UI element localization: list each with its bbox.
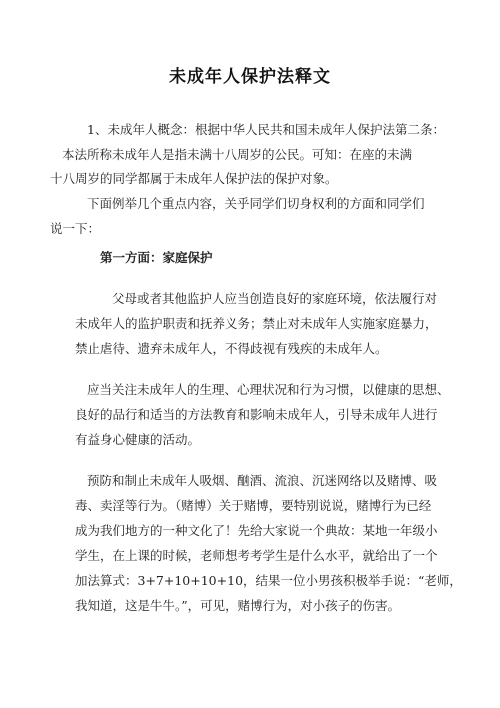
section-heading-family-protection: 第一方面：家庭保护	[100, 250, 213, 265]
lead-line-2: 说一下：	[50, 221, 101, 236]
para1-line-1: 父母或者其他监护人应当创造良好的家庭环境，依法履行对	[112, 291, 438, 306]
intro-line-3: 十八周岁的同学都属于未成年人保护法的保护对象。	[50, 171, 338, 186]
para2-line-2: 良好的品行和适当的方法教育和影响未成年人，引导未成年人进行	[75, 407, 438, 422]
intro-line-2: 本法所称未成年人是指未满十八周岁的公民。可知：在座的未满	[62, 147, 413, 162]
para1-line-3: 禁止虐待、遗弃未成年人，不得歧视有残疾的未成年人。	[75, 341, 388, 356]
para3-line-6: 我知道，这是牛牛。”，可见，赌博行为，对小孩子的伤害。	[75, 598, 401, 613]
para1-line-2: 未成年人的监护职责和抚养义务；禁止对未成年人实施家庭暴力，	[75, 316, 438, 331]
para3-line-2: 毒、卖淫等行为。（赌博）关于赌博，要特别说说，赌博行为已经	[75, 498, 432, 513]
para3-line-5: 加法算式：3+7+10+10+10，结果一位小男孩积极举手说：“老师，	[75, 573, 462, 588]
para3-line-4: 学生，在上课的时候，老师想考考学生是什么水平，就给出了一个	[75, 548, 438, 563]
para3-line-1: 预防和制止未成年人吸烟、酗酒、流浪、沉迷网络以及赌博、吸	[87, 473, 438, 488]
intro-line-1: 1、未成年人概念：根据中华人民共和国未成年人保护法第二条：	[87, 122, 445, 137]
lead-line-1: 下面例举几个重点内容，关乎同学们切身权利的方面和同学们	[87, 196, 425, 211]
para3-line-3: 成为我们地方的一种文化了！先给大家说一个典故：某地一年级小	[75, 523, 438, 538]
para2-line-3: 有益身心健康的活动。	[75, 432, 201, 447]
document-title: 未成年人保护法释文	[169, 67, 331, 87]
para2-line-1: 应当关注未成年人的生理、心理状况和行为习惯，以健康的思想、	[87, 382, 450, 397]
